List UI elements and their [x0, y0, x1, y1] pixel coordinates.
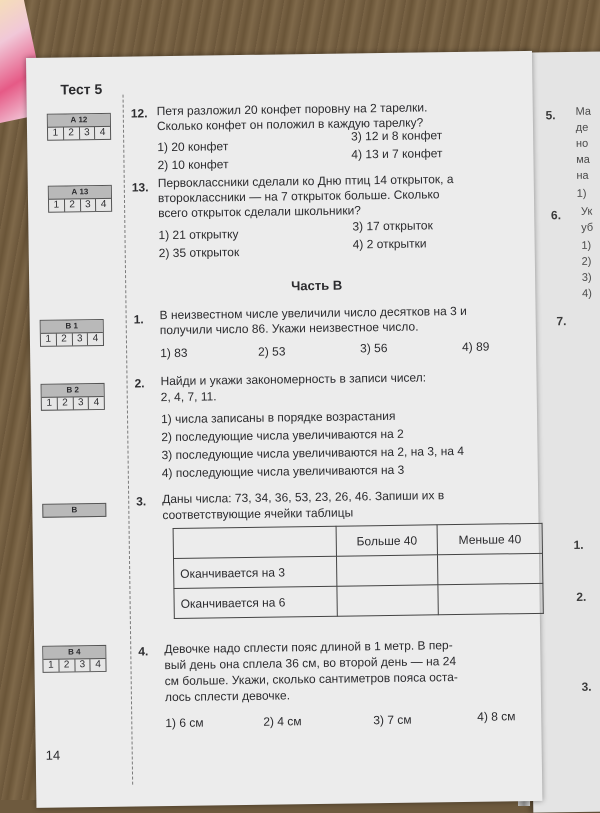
part-b-title: Часть В: [291, 277, 343, 294]
answer-option[interactable]: 3) 7 см: [373, 712, 412, 728]
question-text: Девочке надо сплести пояс длиной в 1 метр. В пер-: [164, 638, 453, 657]
table-row-label-6: Оканчивается на 6: [174, 586, 337, 618]
right-fragment: де: [575, 121, 589, 134]
answer-digit[interactable]: 1: [42, 398, 58, 410]
table-cell-input[interactable]: [336, 555, 438, 586]
right-q3-number: 3.: [581, 679, 592, 694]
answer-box-label: В 2: [42, 384, 104, 398]
question-number: 2.: [134, 376, 145, 391]
right-q2-number: 2.: [576, 589, 587, 604]
right-fragment: на: [576, 169, 589, 182]
question-text: Найди и укажи закономерность в записи чисел:: [160, 370, 427, 389]
right-fragment: Ук: [580, 205, 593, 218]
answer-digit[interactable]: 4: [99, 126, 106, 138]
answer-option[interactable]: 4) 89: [461, 339, 490, 354]
right-q7-number: 7.: [556, 314, 567, 329]
workbook-page: [26, 51, 542, 808]
question-text: Даны числа: 73, 34, 36, 53, 23, 26, 46. Запиши их в: [162, 488, 445, 507]
question-text: см больше. Укажи, сколько сантиметров пояса оста-: [164, 670, 458, 689]
answer-digit[interactable]: 1: [41, 334, 57, 346]
answer-option[interactable]: 3) 17 открыток: [352, 218, 433, 234]
answer-option[interactable]: 1) 20 конфет: [157, 139, 229, 155]
answer-box-label: А 12: [48, 114, 110, 128]
answer-digit[interactable]: 4: [92, 333, 99, 345]
answer-box-b3[interactable]: В: [42, 503, 106, 518]
right-fragment: уб: [581, 221, 594, 234]
question-text: соответствующие ячейки таблицы: [162, 505, 354, 523]
question-number: 13.: [131, 180, 149, 195]
question-text: 2, 4, 7, 11.: [160, 389, 217, 405]
answer-option[interactable]: 3) 12 и 8 конфет: [351, 128, 443, 144]
answer-digit[interactable]: 4: [93, 397, 100, 409]
question-text: Петя разложил 20 конфет поровну на 2 тарелки.: [156, 100, 428, 119]
answer-digit[interactable]: 2: [65, 199, 81, 211]
answer-digit[interactable]: 3: [75, 659, 91, 671]
answer-digit[interactable]: 4: [95, 659, 101, 671]
dashed-margin-line: [123, 95, 134, 785]
answer-option[interactable]: 1) 21 открытку: [158, 227, 239, 243]
right-fragment: ма: [576, 153, 590, 166]
table-corner-cell: [173, 526, 336, 558]
answer-digit[interactable]: 3: [73, 397, 89, 409]
answer-option[interactable]: 1) 6 см: [165, 715, 204, 731]
table-cell-input[interactable]: [337, 585, 439, 616]
question-text: Первоклассники сделали ко Дню птиц 14 открыток, а: [157, 172, 454, 191]
answer-digit[interactable]: 2: [64, 127, 80, 139]
question-text: Сколько конфет он положил в каждую тарелку?: [156, 115, 424, 134]
question-text: получили число 86. Укажи неизвестное число.: [159, 319, 419, 338]
question-text: второклассники — на 7 открыток больше. Сколько: [157, 187, 440, 206]
answer-box-label: А 13: [49, 186, 111, 200]
question-text: В неизвестном числе увеличили число десятков на 3 и: [159, 303, 467, 323]
answer-digit[interactable]: 2: [57, 397, 73, 409]
answer-option[interactable]: 4) последующие числа увеличиваются на 3: [161, 462, 405, 481]
answer-digit[interactable]: 3: [80, 199, 96, 211]
answer-box-b1[interactable]: [40, 319, 104, 347]
question-number: 12.: [130, 106, 148, 121]
answer-option[interactable]: 1) числа записаны в порядке возрастания: [160, 408, 396, 427]
answer-option[interactable]: 2) 4 см: [263, 714, 302, 729]
right-q6-number: 6.: [550, 208, 562, 223]
answer-box-b4[interactable]: [42, 645, 106, 673]
right-fragment: 2): [581, 255, 592, 268]
right-q1-number: 1.: [573, 537, 584, 553]
right-fragment: 4): [581, 287, 592, 300]
right-fragment: 1): [581, 239, 592, 252]
answer-digit[interactable]: 1: [49, 199, 65, 211]
answer-option[interactable]: 3) последующие числа увеличиваются на 2, на 3, на 4: [161, 443, 465, 463]
table-cell-input[interactable]: [438, 583, 543, 614]
answer-option[interactable]: 3) 56: [359, 340, 388, 356]
answer-option[interactable]: 4) 13 и 7 конфет: [351, 146, 443, 162]
right-fragment: 3): [581, 271, 592, 284]
answer-digit[interactable]: 4: [100, 198, 107, 210]
right-fragment: но: [575, 137, 589, 150]
answer-option[interactable]: 2) последующие числа увеличиваются на 2: [161, 426, 404, 445]
answer-box-label: В 1: [41, 320, 103, 334]
answer-digit[interactable]: 3: [79, 127, 95, 139]
answer-option[interactable]: 2) 10 конфет: [157, 157, 229, 173]
answer-digit[interactable]: 2: [59, 659, 75, 671]
question-number: 3.: [136, 494, 147, 509]
right-fragment: Ма: [575, 105, 592, 118]
answer-option[interactable]: 2) 35 открыток: [158, 245, 240, 261]
question-text: лось сплести девочке.: [164, 688, 291, 705]
question-number: 1.: [133, 312, 144, 327]
right-fragment: 1): [576, 187, 587, 200]
table-header-less: Меньше 40: [437, 523, 542, 554]
answer-digit[interactable]: 3: [72, 333, 88, 345]
answer-table: [173, 523, 544, 619]
question-number: 4.: [138, 644, 149, 659]
question-text: вый день она сплела 36 см, во второй день — на 24: [164, 654, 457, 673]
table-header-more: Больше 40: [336, 525, 438, 556]
answer-option[interactable]: 4) 8 см: [477, 709, 516, 724]
table-row-label-3: Оканчивается на 3: [174, 556, 337, 588]
page-number: 14: [45, 747, 61, 763]
right-q5-number: 5.: [545, 108, 556, 123]
answer-option[interactable]: 1) 83: [160, 345, 188, 361]
answer-digit[interactable]: 1: [48, 127, 64, 139]
test-title: Тест 5: [60, 80, 103, 98]
question-text: всего открыток сделали школьники?: [158, 203, 361, 221]
answer-digit[interactable]: 2: [57, 333, 73, 345]
answer-box-a13[interactable]: [48, 185, 112, 213]
answer-digit[interactable]: 1: [43, 660, 59, 672]
answer-option[interactable]: 2) 53: [258, 344, 286, 359]
answer-box-b2[interactable]: [41, 383, 105, 411]
answer-option[interactable]: 4) 2 открытки: [352, 236, 427, 252]
answer-box-a12[interactable]: [47, 113, 111, 141]
answer-box-label: В 4: [43, 646, 105, 660]
table-cell-input[interactable]: [438, 553, 543, 584]
